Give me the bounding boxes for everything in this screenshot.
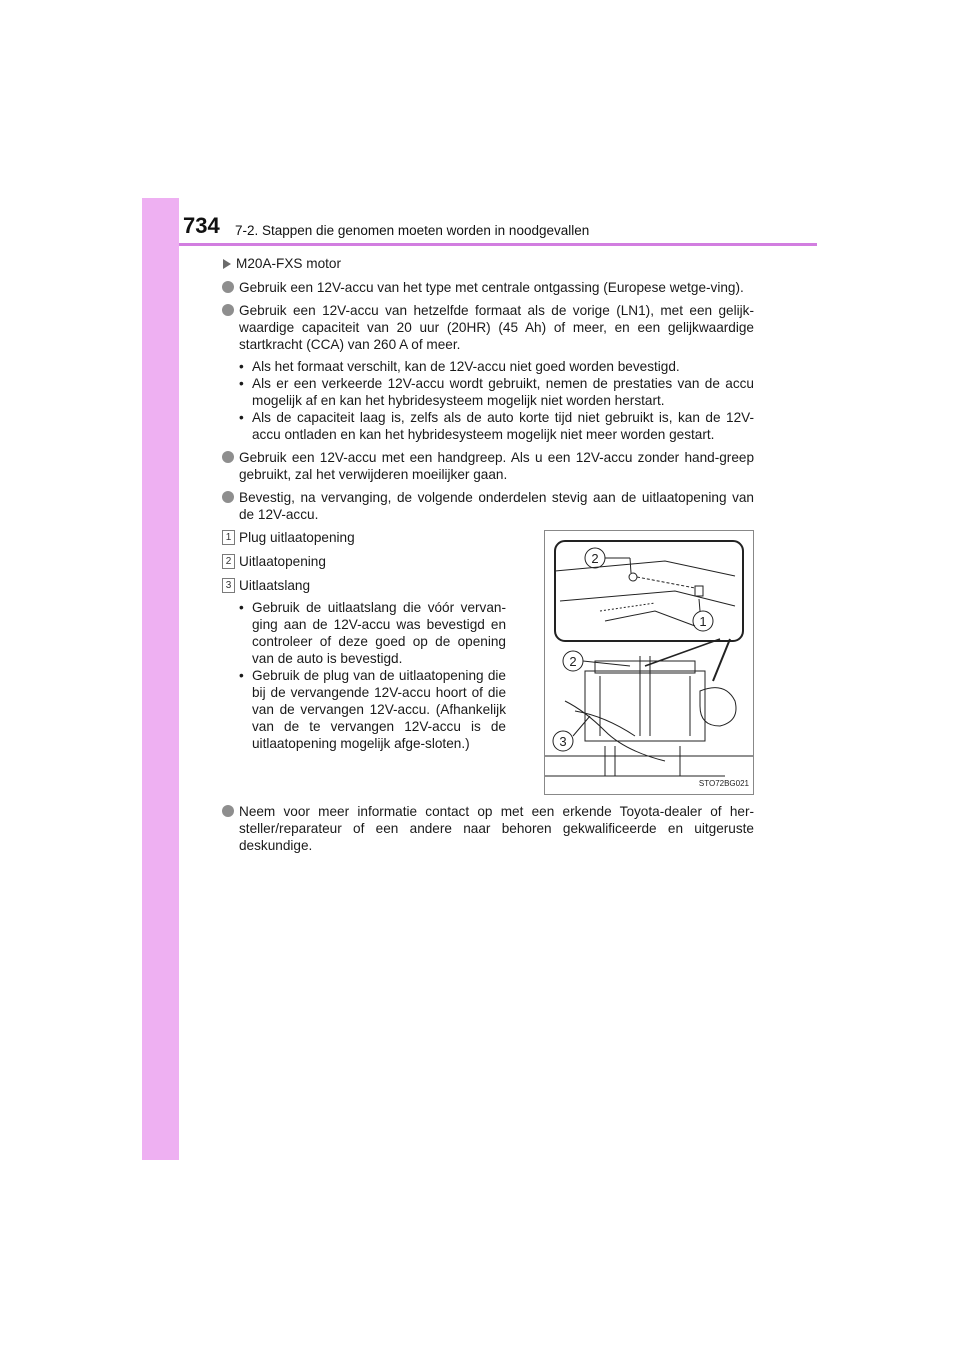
parts-section [222, 529, 754, 795]
note-hose: • Gebruik de uitlaatslang die vóór vervan-ging aan de 12V-accu was bevestigd en controleer of deze goed op de opening van de auto is bevestigd. [239, 600, 506, 666]
engine-heading [222, 255, 754, 272]
callout-2-top: 2 [591, 551, 599, 566]
sub-bullet-format: • Als het formaat verschilt, kan de 12V-accu niet goed worden bevestigd. [239, 359, 680, 374]
content [222, 255, 754, 860]
numbered-item-2: 2 Uitlaatopening [222, 553, 506, 570]
bullet-dot-icon [222, 281, 234, 293]
bullet-dot-icon [222, 451, 234, 463]
callout-2-bottom: 2 [569, 654, 577, 669]
callout-3: 3 [559, 734, 567, 749]
number-badge: 3 [222, 578, 235, 593]
bullet-dealer: Neem voor meer informatie contact op met een erkende Toyota-dealer of her-steller/reparateur of een andere naar behoren gekwalificeerde en uitgeruste deskundige. [222, 803, 754, 854]
figure-code: STO72BG021 [698, 779, 749, 788]
bullet-handle: Gebruik een 12V-accu met een handgreep. Als u een 12V-accu zonder hand-greep gebruikt, zal het verwijderen moeilijker gaan. [222, 449, 754, 483]
bullet-dot-icon [222, 805, 234, 817]
page-number: 734 [183, 213, 220, 238]
section-title: 7-2. Stappen die genomen moeten worden in noodgevallen [235, 223, 590, 238]
callout-1: 1 [699, 614, 707, 629]
sub-bullet-low-capacity: • Als de capaciteit laag is, zelfs als de auto korte tijd niet gebruikt is, kan de 12V-accu ontladen en kan het hybridesysteem mogelijk niet meer worden gestart. [239, 410, 754, 442]
bullet-ventilation: Gebruik een 12V-accu van het type met centrale ontgassing (Europese wetge-ving). [222, 279, 754, 296]
number-badge: 2 [222, 554, 235, 569]
parts-list [222, 529, 506, 795]
numbered-item-3: 3 Uitlaatslang [222, 577, 506, 594]
numbered-item-1: 1 Plug uitlaatopening [222, 529, 506, 546]
battery-illustration [545, 531, 753, 794]
engine-heading-text: M20A-FXS motor [236, 256, 341, 271]
battery-vent-figure [544, 530, 754, 795]
triangle-icon [223, 259, 231, 269]
bullet-dot-icon [222, 304, 234, 316]
bullet-dot-icon [222, 491, 234, 503]
chapter-tab [142, 198, 179, 1160]
note-plug: • Gebruik de plug van de uitlaatopening die bij de vervangende 12V-accu hoort of die van de vervangen 12V-accu. (Afhankelijk van de te vervangen 12V-accu is de uitlaatopening mogelijk afge-sloten.) [239, 668, 506, 751]
bullet-fasten: Bevestig, na vervanging, de volgende onderdelen stevig aan de uitlaatopening van de 12V-accu. [222, 489, 754, 523]
sub-bullet-wrong-battery: • Als er een verkeerde 12V-accu wordt gebruikt, nemen de prestaties van de accu mogelijk af en kan het hybridesysteem mogelijk niet worden herstart. [239, 376, 754, 408]
header-rule [179, 243, 817, 246]
bullet-capacity: Gebruik een 12V-accu van hetzelfde formaat als de vorige (LN1), met een gelijk-waardige capaciteit van 20 uur (20HR) (45 Ah) of meer, en een gelijkwaardige startkracht (CCA) van 260 A of meer. [222, 302, 754, 353]
number-badge: 1 [222, 530, 235, 545]
